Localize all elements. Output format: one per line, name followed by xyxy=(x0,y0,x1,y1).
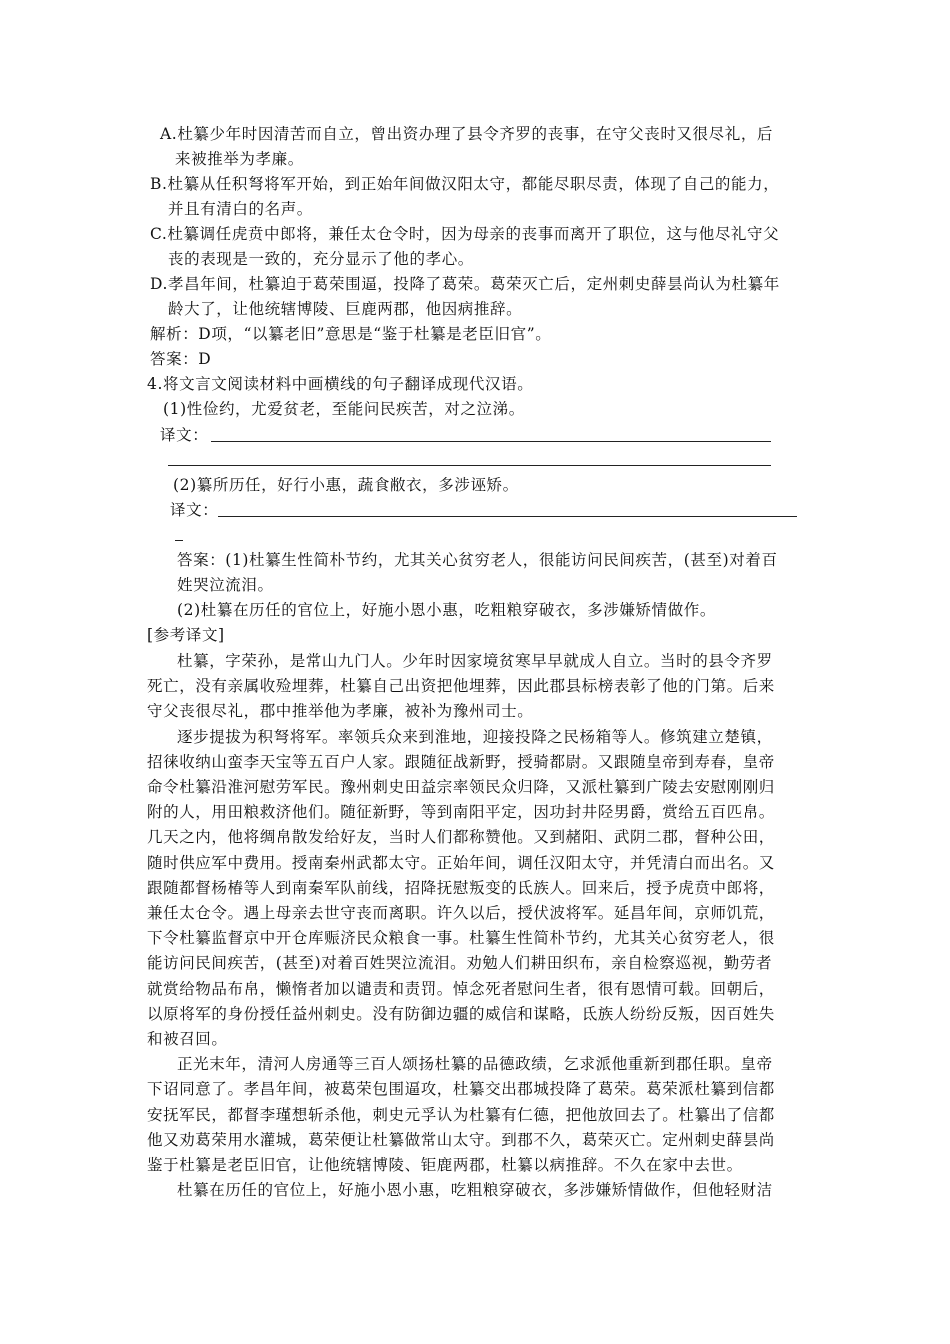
option-a-line1: A.杜纂少年时因清苦而自立，曾出资办理了县令齐罗的丧事，在守父丧时又很尽礼，后 xyxy=(160,125,774,143)
translation-label-2: 译文： xyxy=(170,501,219,519)
option-b-line1: B.杜纂从任积弩将军开始，到正始年间做汉阳太守，都能尽职尽责，体现了自己的能力， xyxy=(150,175,780,193)
translation-line: 死亡，没有亲属收殓埋葬，杜纂自己出资把他埋葬，因此郡县标榜表彰了他的门第。后来 xyxy=(147,677,775,695)
translation-line: 以原将军的身份授任益州刺史。没有防御边疆的威信和谋略，氐族人纷纷反叛，因百姓失 xyxy=(147,1005,775,1023)
option-b-line2: 并且有清白的名声。 xyxy=(168,200,313,218)
answer-4-line3: (2)杜纂在历任的官位上，好施小恩小惠，吃粗粮穿破衣，多涉嫌矫情做作。 xyxy=(177,601,716,619)
translation-label-1: 译文： xyxy=(160,426,209,444)
translation-line: 逐步提拔为积弩将军。率领兵众来到淮地，迎接投降之民杨箱等人。修筑建立楚镇， xyxy=(177,728,773,746)
translation-line: 杜纂在历任的官位上，好施小恩小惠，吃粗粮穿破衣，多涉嫌矫情做作，但他轻财洁 xyxy=(177,1181,773,1199)
analysis-text: 解析：D项，“以纂老旧”意思是“鉴于杜纂是老臣旧官”。 xyxy=(150,325,552,343)
translation-line: 下诏同意了。孝昌年间，被葛荣包围逼攻，杜纂交出郡城投降了葛荣。葛荣派杜纂到信都 xyxy=(147,1080,775,1098)
option-c-line1: C.杜纂调任虎贲中郎将，兼任太仓令时，因为母亲的丧事而离开了职位，这与他尽礼守父 xyxy=(150,225,780,243)
translation-line: 下令杜纂监督京中开仓库赈济民众粮食一事。杜纂生性简朴节约，尤其关心贫穷老人，很 xyxy=(147,929,775,947)
option-d-line1: D.孝昌年间，杜纂迫于葛荣围逼，投降了葛荣。葛荣灭亡后，定州刺史薛昙尚认为杜纂年 xyxy=(150,275,780,293)
translation-line: 他又劝葛荣用水灌城，葛荣便让杜纂做常山太守。到郡不久，葛荣灭亡。定州刺史薛昙尚 xyxy=(147,1131,775,1149)
answer-underline-1a xyxy=(211,441,771,442)
option-d-line2: 龄大了，让他统辖博陵、巨鹿两郡，他因病推辞。 xyxy=(168,300,523,318)
translation-line: 兼任太仓令。遇上母亲去世守丧而离职。许久以后，授伏波将军。延昌年间，京师饥荒， xyxy=(147,904,775,922)
translation-line: 附的人，用田粮救济他们。随征新野，等到南阳平定，因功封井陉男爵，赏给五百匹帛。 xyxy=(147,803,775,821)
question-4-sentence-1: (1)性俭约，尤爱贫老，至能问民疾苦，对之泣涕。 xyxy=(163,400,525,418)
option-a-line2: 来被推举为孝廉。 xyxy=(175,150,304,168)
answer-3: 答案：D xyxy=(150,350,212,368)
answer-4-line1: 答案：(1)杜纂生性简朴节约，尤其关心贫穷老人，很能访问民间疾苦，(甚至)对着百 xyxy=(177,551,778,569)
question-4-sentence-2: (2)纂所历任，好行小惠，蔬食敝衣，多涉诬矫。 xyxy=(173,476,519,494)
translation-line: 跟随都督杨椿等人到南秦军队前线，招降抚慰叛变的氐族人。回来后，授予虎贲中郎将， xyxy=(147,879,775,897)
answer-underline-2a xyxy=(218,516,797,517)
answer-underline-2b xyxy=(175,540,183,541)
answer-4-line2: 姓哭泣流泪。 xyxy=(177,576,274,594)
option-c-line2: 丧的表现是一致的，充分显示了他的孝心。 xyxy=(168,250,474,268)
translation-line: 命令杜纂沿淮河慰劳军民。豫州刺史田益宗率领民众归降，又派杜纂到广陵去安慰刚刚归 xyxy=(147,778,775,796)
translation-line: 鉴于杜纂是老臣旧官，让他统辖博陵、钜鹿两郡，杜纂以病推辞。不久在家中去世。 xyxy=(147,1156,743,1174)
translation-line: 安抚军民，都督李瑾想斩杀他，刺史元孚认为杜纂有仁德，把他放回去了。杜纂出了信都 xyxy=(147,1106,775,1124)
question-4-title: 4.将文言文阅读材料中画横线的句子翻译成现代汉语。 xyxy=(147,375,534,393)
translation-line: 能访问民间疾苦，(甚至)对着百姓哭泣流泪。劝勉人们耕田织布，亲自检察巡视，勤劳者 xyxy=(147,954,773,972)
translation-line: 就赏给物品布帛，懒惰者加以谴责和责罚。悼念死者慰问生者，很有恩情可载。回朝后， xyxy=(147,980,775,998)
translation-line: 守父丧很尽礼，郡中推举他为孝廉，被补为豫州司士。 xyxy=(147,702,534,720)
reference-translation-title: [参考译文] xyxy=(147,626,225,644)
translation-line: 杜纂，字荣孙，是常山九门人。少年时因家境贫寒早早就成人自立。当时的县令齐罗 xyxy=(177,652,773,670)
translation-line: 随时供应军中费用。授南秦州武都太守。正始年间，调任汉阳太守，并凭清白而出名。又 xyxy=(147,854,775,872)
translation-line: 招徕收纳山蛮李天宝等五百户人家。跟随征战新野，授骑都尉。又跟随皇帝到寿春，皇帝 xyxy=(147,753,775,771)
translation-line: 正光末年，清河人房通等三百人颂扬杜纂的品德政绩，乞求派他重新到郡任职。皇帝 xyxy=(177,1055,773,1073)
translation-line: 几天之内，他将绸帛散发给好友，当时人们都称赞他。又到赭阳、武阴二郡，督种公田， xyxy=(147,828,775,846)
answer-underline-1b xyxy=(168,465,771,466)
translation-line: 和被召回。 xyxy=(147,1030,228,1048)
